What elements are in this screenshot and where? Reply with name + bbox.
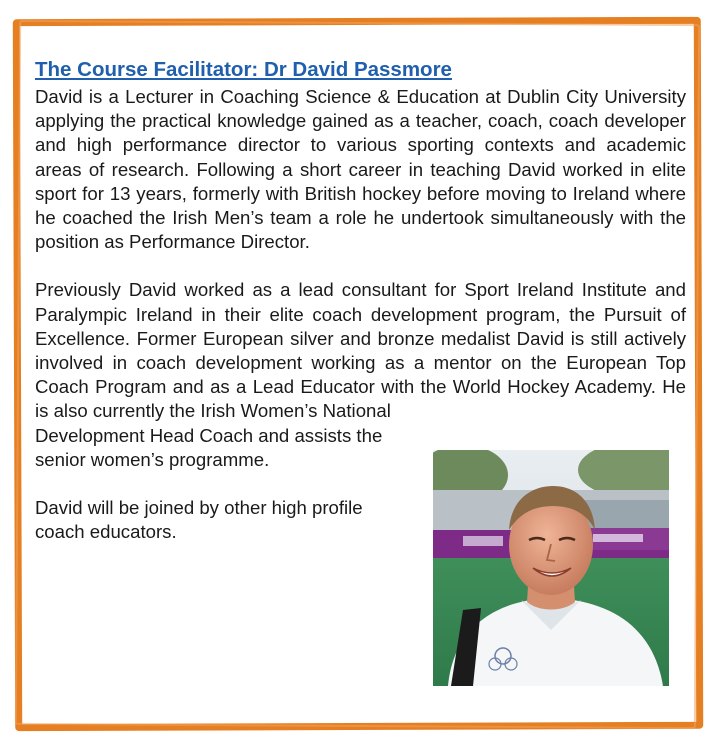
bio-paragraph-1: David is a Lecturer in Coaching Science & Education at Dublin City University applying the practical knowledge gained as a teacher, coach, coach developer and high performance director to various sporting contexts and academic areas of research. Following a short career in teaching David worked in elite sport for 13 years, formerly with British hockey before moving to Ireland where he coached the Irish Men’s team a role he undertook simultaneously with the position as Performance Director.: [35, 86, 686, 253]
section-title: The Course Facilitator: Dr David Passmore: [35, 58, 452, 81]
bio-paragraph-3-line-a: David will be joined by other high profile: [35, 497, 363, 519]
bio-paragraph-2: Previously David worked as a lead consultant for Sport Ireland Institute and Paralympic Ireland in their elite coach development program, the Pursuit of Excellence. Former European silver and bronze medalist David is still actively involved in coach development working as a mentor on the European Top Coach Program and as a Lead Educator with the World Hockey Academy. He is also currently the Irish Women’s National: [35, 279, 686, 422]
portrait-photo-image: [433, 450, 669, 686]
bio-paragraph-2-line-a: Development Head Coach and assists the: [35, 424, 383, 446]
bio-paragraph-3-line-b: coach educators.: [35, 521, 177, 543]
facilitator-photo: [433, 450, 669, 686]
bio-paragraph-2-line-b: senior women’s programme.: [35, 448, 270, 470]
